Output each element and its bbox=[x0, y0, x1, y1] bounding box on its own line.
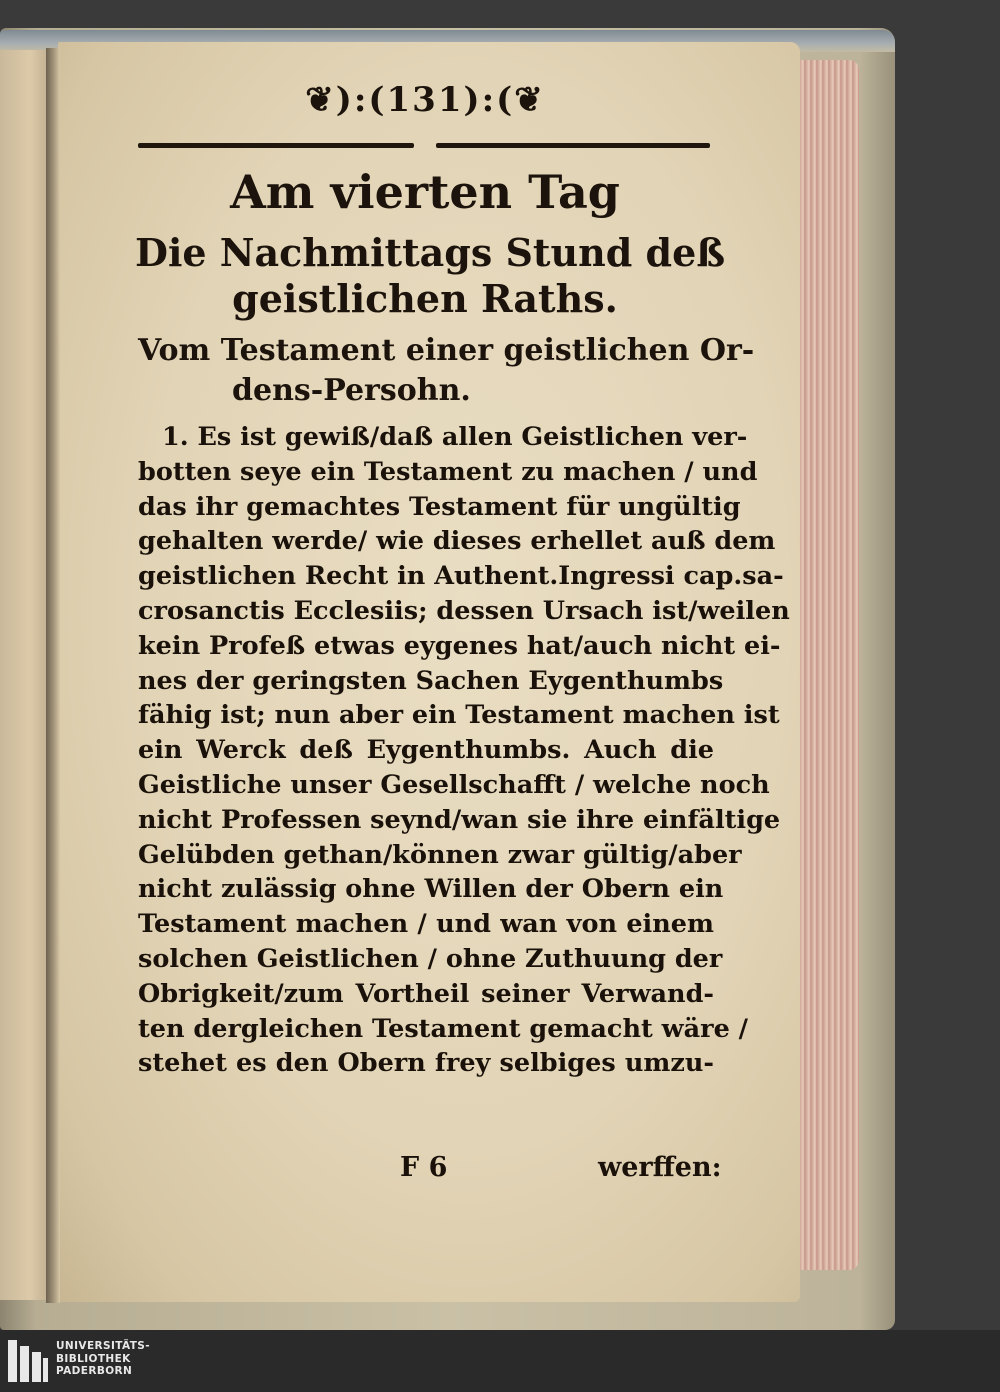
subtitle-line-2: geistlichen Raths. bbox=[232, 276, 618, 321]
head-rule-right bbox=[436, 143, 710, 148]
book-gutter bbox=[46, 48, 60, 1303]
body-line: nes der geringsten Sachen Eygenthumbs bbox=[138, 665, 724, 696]
body-line: Obrigkeit/zum Vortheil seiner Verwand- bbox=[138, 978, 714, 1009]
body-line: ein Werck deß Eygenthumbs. Auch die bbox=[138, 735, 714, 766]
body-line: crosanctis Ecclesiis; dessen Ursach ist/weilen bbox=[138, 595, 790, 626]
left-page-edge bbox=[0, 50, 50, 1300]
body-line: Testament machen / und wan von einem bbox=[138, 909, 714, 940]
signature-mark: F 6 bbox=[400, 1152, 448, 1183]
body-line: Geistliche unser Gesellschafft / welche noch bbox=[138, 769, 770, 800]
day-title: Am vierten Tag bbox=[230, 165, 620, 219]
body-line: geistlichen Recht in Authent.Ingressi cap.sa- bbox=[138, 561, 784, 592]
body-line: das ihr gemachtes Testament für ungültig bbox=[138, 491, 741, 522]
body-line: kein Profeß etwas eygenes hat/auch nicht ei- bbox=[138, 630, 781, 661]
section-title-line-1: Vom Testament einer geistlichen Or- bbox=[138, 333, 755, 368]
body-text bbox=[138, 420, 790, 1081]
running-head bbox=[140, 80, 710, 120]
subtitle-line-1: Die Nachmittags Stund deß bbox=[135, 230, 726, 275]
page-number: ):(131):( bbox=[335, 80, 515, 120]
body-line: 1. Es ist gewiß/daß allen Geistlichen ver- bbox=[162, 422, 748, 452]
body-line: fähig ist; nun aber ein Testament machen ist bbox=[138, 700, 780, 731]
ornament-left-icon: ❦ bbox=[305, 80, 336, 120]
body-line: botten seye ein Testament zu machen / und bbox=[138, 456, 758, 487]
body-line: nicht Professen seynd/wan sie ihre einfältige bbox=[138, 804, 781, 835]
library-name-line-3: PADERBORN bbox=[56, 1365, 133, 1377]
body-line: gehalten werde/ wie dieses erhellet auß dem bbox=[138, 526, 776, 557]
section-title-line-2: dens-Persohn. bbox=[232, 373, 471, 408]
head-rule-left bbox=[138, 143, 414, 148]
body-line: solchen Geistlichen / ohne Zuthuung der bbox=[138, 943, 723, 974]
library-name bbox=[56, 1340, 150, 1378]
body-line: stehet es den Obern frey selbiges umzu- bbox=[138, 1048, 714, 1079]
library-name-line-1: UNIVERSITÄTS- bbox=[56, 1340, 151, 1352]
library-logo-icon bbox=[6, 1338, 50, 1384]
ornament-right-icon: ❦ bbox=[514, 80, 545, 120]
body-line: Gelübden gethan/können zwar gültig/aber bbox=[138, 839, 742, 870]
body-line: nicht zulässig ohne Willen der Obern ein bbox=[138, 874, 724, 905]
catchword: werffen: bbox=[598, 1152, 722, 1183]
page-edges bbox=[793, 60, 859, 1270]
library-name-line-2: BIBLIOTHEK bbox=[56, 1352, 131, 1365]
body-line: ten dergleichen Testament gemacht wäre / bbox=[138, 1013, 748, 1044]
